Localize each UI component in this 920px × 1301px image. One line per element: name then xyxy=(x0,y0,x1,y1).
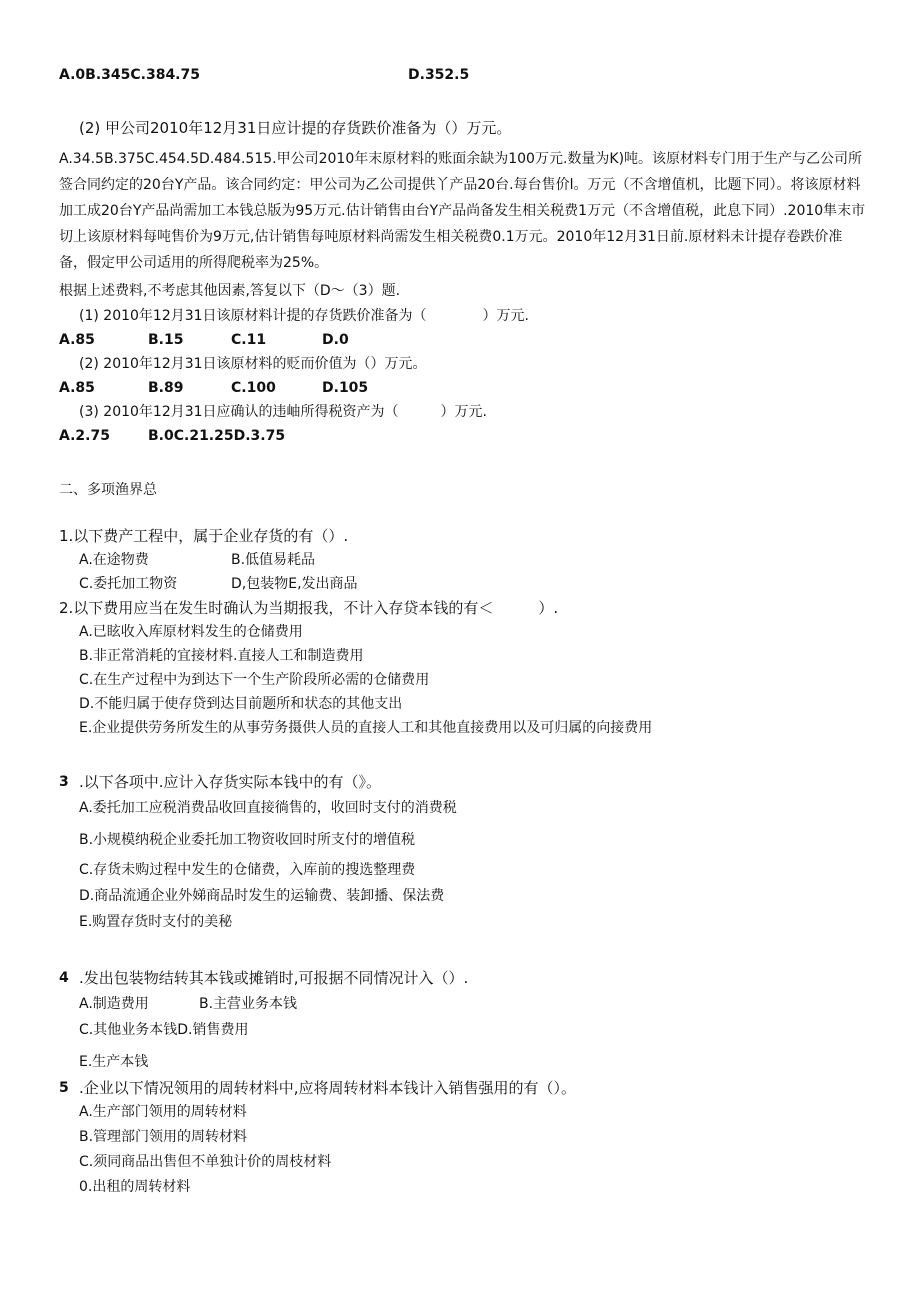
q3-option-c: C.存货未购过程中发生的仓储费，入库前的搜选整理费 xyxy=(79,862,416,878)
q4-option-e: E.生产本钱 xyxy=(79,1054,149,1070)
q4-option-cd: C.其他业务本钱D.销售费用 xyxy=(79,1022,249,1038)
subq1-option-c: C.11 xyxy=(231,332,267,348)
q5-option-a: A.生产部门领用的周转材料 xyxy=(79,1104,247,1120)
q2-option-e: E.企业提供劳务所发生的从事劳务摄供人员的直接人工和其他直接费用以及可归属的向接费用 xyxy=(79,720,653,736)
question-1: 1.以下费产工程中，属于企业存货的有（）. xyxy=(59,527,349,545)
q2-option-d: D.不能归属于使存贷到达目前题所和状态的其他支出 xyxy=(79,696,403,712)
options-line-1: A.0B.345C.384.75 xyxy=(59,67,200,83)
q2-option-c: C.在生产过程中为到达下一个生产阶段所必需的仓储费用 xyxy=(79,672,430,688)
subquestion-3: (3) 2010年12月31日应确认的违岫所得税资产为（ ）万元. xyxy=(79,404,487,420)
q5-option-b: B.管理部门领用的周转材料 xyxy=(79,1129,248,1145)
subq2-option-b: B.89 xyxy=(148,380,184,396)
case-paragraph: A.34.5B.375C.454.5D.484.515.甲公司2010年末原材料的账面余缺为100万元.数量为K)吨。该原材料专门用于生产与乙公司所签合同约定的20台Y产品。该合同约定：甲公司为乙公司提供丫产品20台.每台售价l。万元（不含增值机，比题下同）。将该原材料加工成20台Y产品尚需加工本钱总版为95万元.估计销售由台Y产品尚备发生相关税费1万元（不含增值税，此息下同）.2010隼末市切上该原材料每吨售价为9万元,估计销售每吨原材料尚需发生相关税费0.1万元。2010年12月31日前.原材料未计提存卷跌价准备，假定甲公司适用的所得爬税率为25%。 xyxy=(59,151,866,271)
question-5: .企业以下情况领用的周转材料中,应将周转材料本钱计入销售强用的有（）。 xyxy=(79,1079,577,1097)
question-4-number: 4 xyxy=(59,970,69,986)
q5-option-c: C.须同商品出售但不单独计价的周枝材料 xyxy=(79,1154,332,1170)
q3-option-a: A.委托加工应税消费品收回直接徜售的，收回时支付的消费税 xyxy=(79,800,457,816)
q3-option-b: B.小规模纳税企业委托加工物资收回时所支付的增值税 xyxy=(79,832,416,848)
subq3-option-bcd: B.0C.21.25D.3.75 xyxy=(148,428,286,444)
subq2-option-d: D.105 xyxy=(322,380,369,396)
q1-option-c: C.委托加工物资 xyxy=(79,576,178,592)
subq1-option-a: A.85 xyxy=(59,332,95,348)
q5-option-d: 0.出租的周转材料 xyxy=(79,1179,191,1195)
subq3-option-a: A.2.75 xyxy=(59,428,110,444)
q3-option-e: E.购置存货时支付的美秘 xyxy=(79,914,233,930)
q1-option-a: A.在途物费 xyxy=(79,552,149,568)
question-4: .发出包装物结转其本钱或摊销时,可报据不同情况计入（）. xyxy=(79,969,469,987)
question-5-number: 5 xyxy=(59,1080,69,1096)
question-2: 2.以下费用应当在发生时确认为当期报我，不计入存贷本钱的有＜ ）. xyxy=(59,599,559,617)
subq1-option-b: B.15 xyxy=(148,332,184,348)
section-heading: 二、多项渔界总 xyxy=(59,482,157,498)
q4-option-b: B.主营业务本钱 xyxy=(199,996,298,1012)
options-line-1-d: D.352.5 xyxy=(408,67,470,83)
question-2-of-set-1: (2) 甲公司2010年12月31日应计提的存货跌价准备为（）万元。 xyxy=(79,119,512,137)
q1-option-b: B.低值易耗品 xyxy=(231,552,316,568)
q2-option-b: B.非正常消耗的宜接材料.直接人工和制造费用 xyxy=(79,648,364,664)
q1-option-de: D,包装物E,发出商品 xyxy=(231,576,358,592)
subquestion-2: (2) 2010年12月31日该原材料的贬而价值为（）万元。 xyxy=(79,356,427,372)
subq1-option-d: D.0 xyxy=(322,332,349,348)
subquestion-1: (1) 2010年12月31日该原材料计提的存货跌价准备为（ ）万元. xyxy=(79,308,529,324)
question-3-number: 3 xyxy=(59,774,69,790)
q2-option-a: A.已眩收入库原材料发生的仓储费用 xyxy=(79,624,303,640)
instruction-line: 根据上述费料,不考虑其他因素,答复以下（D〜（3）题. xyxy=(59,283,401,299)
subq2-option-c: C.100 xyxy=(231,380,276,396)
subq2-option-a: A.85 xyxy=(59,380,95,396)
question-3: .以下各项中.应计入存货实际本钱中的有（》。 xyxy=(79,773,382,791)
q3-option-d: D.商品流通企业外娣商品时发生的运输费、装卸播、保法费 xyxy=(79,888,445,904)
q4-option-a: A.制造费用 xyxy=(79,996,149,1012)
